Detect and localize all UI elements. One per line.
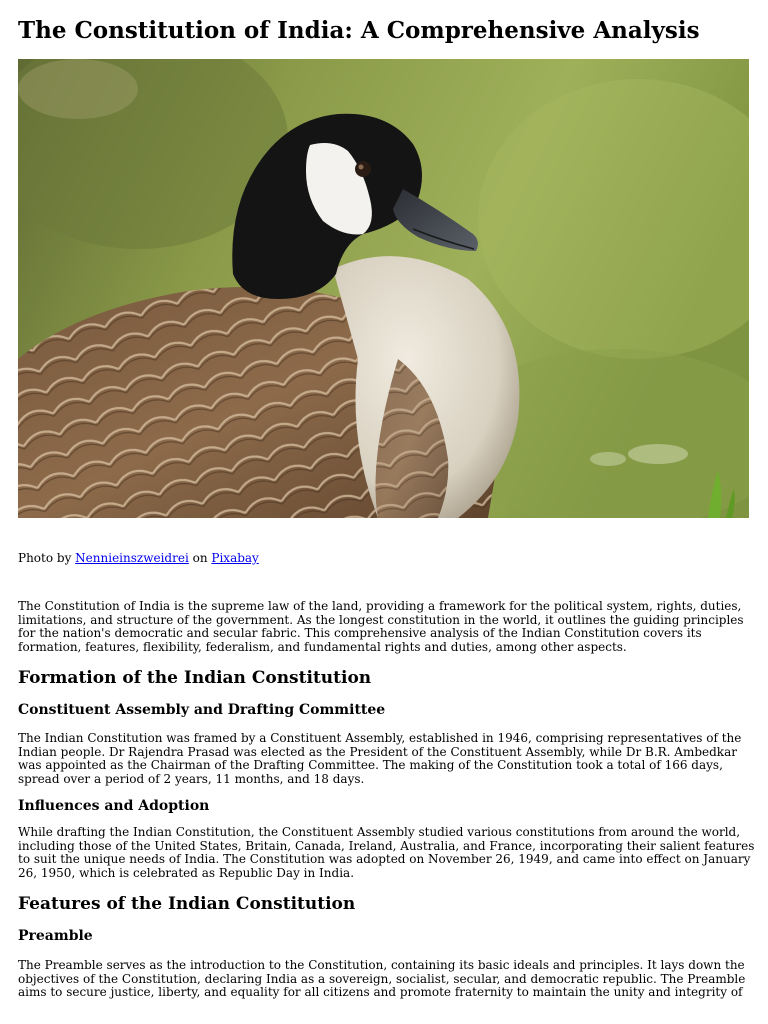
section-heading-formation: Formation of the Indian Constitution bbox=[18, 668, 372, 688]
subsection-heading-constituent-assembly: Constituent Assembly and Drafting Committee bbox=[18, 702, 386, 718]
paragraph-influences: While drafting the Indian Constitution, the Constituent Assembly studied various constitutions from around the world, including those of the United States, Britain, Canada, Ireland, Australia, and France, incorporating their salient features to suit the unique needs of India. The Constitution was adopted on November 26, 1949, and came into effect on January 26, 1950, which is celebrated as Republic Day in India. bbox=[18, 825, 755, 880]
subsection-heading-preamble: Preamble bbox=[18, 928, 93, 944]
photo-caption bbox=[18, 550, 259, 566]
intro-paragraph: The Constitution of India is the supreme law of the land, providing a framework for the political system, rights, duties, limitations, and structure of the government. As the longest constitution in the world, it outlines the guiding principles for the nation's democratic and secular fabric. This comprehensive analysis of the Indian Constitution covers its formation, features, flexibility, federalism, and fundamental rights and duties, among other aspects. bbox=[18, 599, 744, 654]
photo-source-link[interactable]: Pixabay bbox=[211, 551, 259, 565]
goose-photo bbox=[18, 59, 749, 518]
caption-prefix: Photo by bbox=[18, 551, 76, 565]
section-heading-features: Features of the Indian Constitution bbox=[18, 894, 356, 914]
article-title: The Constitution of India: A Comprehensive Analysis bbox=[18, 17, 700, 44]
subsection-heading-influences: Influences and Adoption bbox=[18, 798, 210, 814]
caption-middle: on bbox=[188, 551, 212, 565]
photo-author-link[interactable]: Nennieinszweidrei bbox=[75, 551, 189, 565]
paragraph-preamble: The Preamble serves as the introduction to the Constitution, containing its basic ideals and principles. It lays down the objectives of the Constitution, declaring India as a sovereign, socialist, secular, and democratic republic. The Preamble aims to secure justice, liberty, and equality for all citizens and promote fraternity to maintain the unity and integrity of bbox=[18, 958, 746, 999]
paragraph-constituent-assembly: The Indian Constitution was framed by a Constituent Assembly, established in 1946, comprising representatives of the Indian people. Dr Rajendra Prasad was elected as the President of the Constituent Assembly, while Dr B.R. Ambedkar was appointed as the Chairman of the Drafting Committee. The making of the Constitution took a total of 166 days, spread over a period of 2 years, 11 months, and 18 days. bbox=[18, 731, 742, 786]
